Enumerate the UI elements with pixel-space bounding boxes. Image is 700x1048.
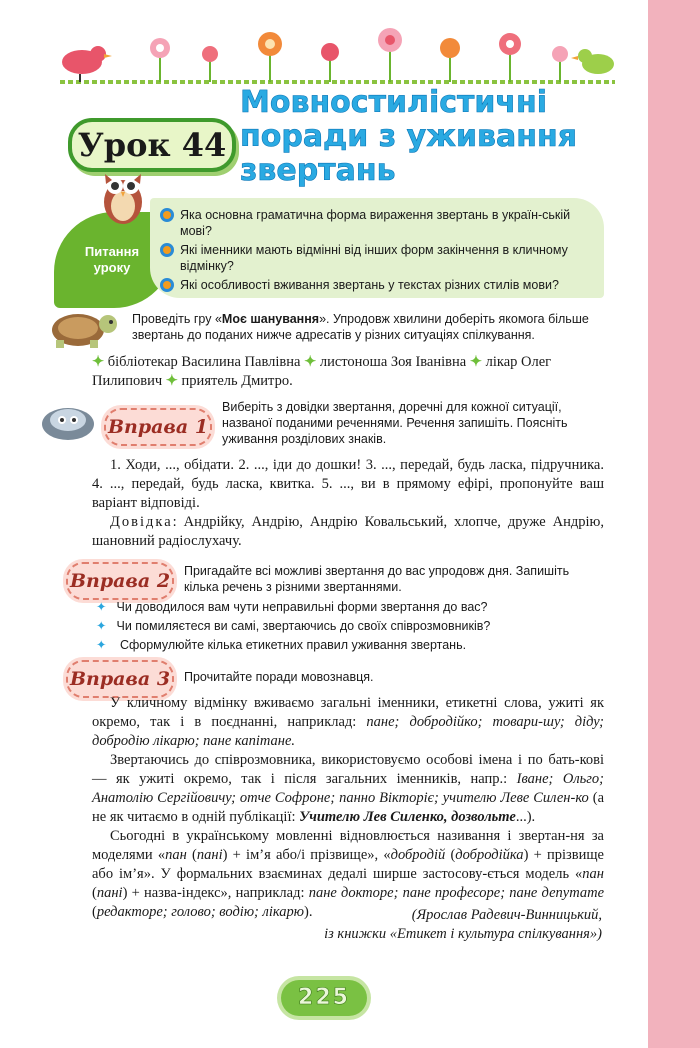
plus-icon: ✦ bbox=[92, 354, 105, 370]
p3-text: ( bbox=[186, 847, 197, 863]
p2-examples: Іване; Ольго; Анатолію Сергійовичу; отче Софроне; панно Вікторіє; учителю Леве Силен-ко bbox=[92, 771, 604, 806]
reference-label: Довідка bbox=[110, 514, 173, 530]
plus-icon: ✦ bbox=[304, 354, 317, 370]
addressee-list bbox=[92, 353, 604, 391]
exercise-2-bullet bbox=[96, 599, 576, 615]
lesson-question-text: Яка основна граматична форма вираження звертань в україн-ській мові? bbox=[180, 208, 571, 238]
exercise-1-reference bbox=[92, 513, 604, 551]
lesson-title bbox=[240, 86, 600, 188]
bullet-icon bbox=[160, 243, 174, 257]
exercise-2-bullet bbox=[96, 618, 576, 634]
source-author: (Ярослав Радевич-Винницький, bbox=[411, 907, 602, 923]
paragraph-2 bbox=[92, 751, 604, 827]
p3-term: пан bbox=[582, 866, 604, 882]
lesson-question bbox=[160, 207, 600, 239]
bird-icon bbox=[571, 49, 614, 74]
turtle-icon bbox=[42, 300, 122, 352]
p3-term: добродійка bbox=[455, 847, 524, 863]
p3-examples: редакторе; голово; водію; лікарю bbox=[96, 904, 305, 920]
page-number-badge bbox=[281, 980, 367, 1016]
p3-text: ( bbox=[92, 885, 97, 901]
p3-text: Сьогодні в українському мовленні відновлюється називання і звертан-ня за моделями « bbox=[92, 828, 604, 863]
p2-text-2: (а не як читаємо в одній публікації: bbox=[92, 790, 605, 825]
lesson-label: Урок 44 bbox=[77, 126, 227, 164]
title-line-1: Мовностилістичні bbox=[240, 85, 548, 120]
game-text-post: ». Упродовж хвилини доберіть якомога більше звертань до поданих нижче адресатів у різних ситуаціях спілкування. bbox=[132, 312, 589, 342]
exercise-3-badge bbox=[66, 660, 174, 698]
lesson-question-text: Які особливості вживання звертань у текстах різних стилів мови? bbox=[180, 278, 559, 292]
p3-term: пан bbox=[165, 847, 187, 863]
lesson-number-badge bbox=[68, 118, 236, 172]
lesson-question bbox=[160, 277, 600, 293]
game-text-pre: Проведіть гру « bbox=[132, 312, 222, 326]
flower-icon bbox=[150, 28, 568, 82]
star-bullet-icon: ✦ bbox=[96, 600, 107, 614]
p2-text: Звертаючись до співрозмовника, використовуємо особові імена і по бать-кові — як ужиті окремо, так і після загальних іменників, напр.: bbox=[92, 752, 604, 787]
page-number: 225 bbox=[298, 985, 350, 1010]
p1-text: У кличному відмінку вживаємо загальні іменники, етикетні слова, ужиті як окремо, так і в поєднанні, наприклад: bbox=[92, 695, 604, 730]
decorative-flower-border bbox=[40, 24, 620, 86]
p3-text: ( bbox=[445, 847, 456, 863]
title-line-2: поради з уживання bbox=[240, 119, 578, 154]
p3-text: ) + ім’я або/і прізвище», « bbox=[222, 847, 391, 863]
owl-icon bbox=[100, 166, 146, 226]
bullet-icon bbox=[160, 208, 174, 222]
exercise-2-label: Вправа 2 bbox=[69, 570, 171, 592]
exercise-3-text bbox=[92, 694, 604, 922]
star-bullet-icon: ✦ bbox=[96, 619, 107, 633]
game-instruction bbox=[132, 311, 602, 343]
p3-term: пані bbox=[96, 885, 123, 901]
bullet-text: Чи доводилося вам чути неправильні форми звертання до вас? bbox=[116, 600, 488, 614]
p3-text: ( bbox=[92, 904, 97, 920]
reference-text: : Андрійку, Андрію, Андрію Ковальський, хлопче, друже Андрію, шановний радіослухачу. bbox=[92, 514, 604, 549]
bullet-text: Чи помиляєтеся ви самі, звертаючись до своїх співрозмовників? bbox=[116, 619, 491, 633]
plus-icon: ✦ bbox=[165, 373, 178, 389]
star-bullet-icon: ✦ bbox=[96, 638, 107, 652]
p2-text-3: ...). bbox=[515, 809, 536, 825]
addressee: приятель Дмитро. bbox=[181, 373, 293, 389]
shell-icon bbox=[38, 398, 100, 444]
p2-wrong-example: Учителю Лев Силенко, дозвольте bbox=[299, 809, 516, 825]
paragraph-1 bbox=[92, 694, 604, 751]
exercise-2-bullet bbox=[96, 637, 576, 653]
source-book: із книжки «Етикет і культура спілкування») bbox=[324, 926, 602, 942]
lesson-question bbox=[160, 242, 600, 274]
questions-label bbox=[62, 244, 162, 276]
title-line-3: звертань bbox=[240, 153, 396, 188]
p3-text: ). bbox=[304, 904, 313, 920]
p1-examples: пане; добродійко; товари-шу; діду; добродію лікарю; пане капітане. bbox=[92, 714, 604, 749]
p3-text: ) + прізвище або ім’я». У формальних взаєминах дедалі ширше застосову-ється модель « bbox=[92, 847, 604, 882]
lesson-question-text: Які іменники мають відмінні від інших форм закінчення в кличному відмінку? bbox=[180, 243, 568, 273]
exercise-2-badge bbox=[66, 562, 174, 600]
questions-label-line-2: уроку bbox=[93, 260, 131, 275]
questions-label-line-1: Питання bbox=[84, 244, 140, 259]
exercise-3-instruction: Прочитайте поради мовознавця. bbox=[184, 670, 374, 684]
p3-term: добродій bbox=[390, 847, 446, 863]
p3-examples: пане докторе; пане професоре; пане депутате bbox=[308, 885, 605, 901]
addressee: бібліотекар Василина Павлівна bbox=[107, 354, 301, 370]
exercise-3-label: Вправа 3 bbox=[69, 668, 171, 690]
plus-icon: ✦ bbox=[469, 354, 482, 370]
exercise-1-text bbox=[92, 456, 604, 551]
bird-icon bbox=[62, 46, 112, 82]
addressee: лікар Олег Пилипович bbox=[92, 354, 552, 389]
source-citation bbox=[240, 906, 602, 944]
exercise-1-label: Вправа 1 bbox=[107, 416, 209, 438]
exercise-1-badge bbox=[104, 408, 212, 446]
addressee: листоноша Зоя Іванівна bbox=[319, 354, 467, 370]
p3-text: ) + назва-індекс», наприклад: bbox=[122, 885, 309, 901]
bullet-icon bbox=[160, 278, 174, 292]
exercise-1-sentences: 1. Ходи, ..., обідати. 2. ..., іди до дошки! 3. ..., передай, будь ласка, підручника. 4. ..., передай, будь ласка, квитка. 5. ..., ви в прямому ефірі, пропонуйте ваш варіант відповіді. bbox=[92, 457, 604, 511]
exercise-1-instruction: Виберіть з довідки звертання, доречні для кожної ситуації, названої поданими реченнями. Речення запишіть. Поясніть уживання розділових знаків. bbox=[222, 400, 568, 446]
bullet-text: Сформулюйте кілька етикетних правил уживання звертань. bbox=[116, 638, 467, 652]
exercise-2-instruction: Пригадайте всі можливі звертання до вас упродовж дня. Запишіть кілька речень з різними звертаннями. bbox=[184, 564, 570, 594]
game-name: Моє шанування bbox=[221, 312, 320, 326]
p3-term: пані bbox=[196, 847, 223, 863]
